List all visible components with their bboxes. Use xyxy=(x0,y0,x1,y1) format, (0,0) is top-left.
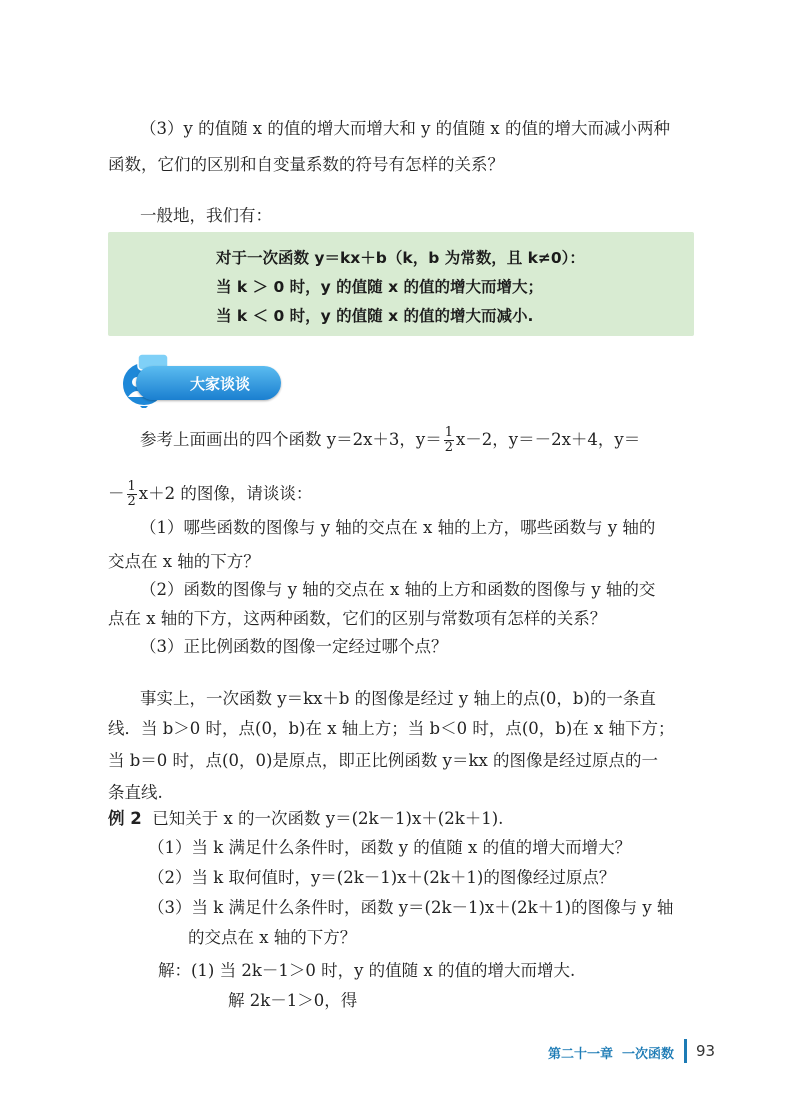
discussion-intro-part-b: x－2，y＝－2x＋4，y＝ xyxy=(455,430,641,449)
fraction-1-numerator: 1 xyxy=(444,425,453,440)
fact-line-3: 当 b＝0 时，点(0，0)是原点，即正比例函数 y＝kx 的图像是经过原点的一 xyxy=(108,751,659,770)
page-number: 93 xyxy=(696,1042,716,1060)
question-3-line-1: （3）y 的值随 x 的值的增大而增大和 y 的值随 x 的值的增大而减小两种 xyxy=(140,119,670,138)
general-intro-text: 一般地，我们有： xyxy=(140,206,272,225)
rule-box xyxy=(108,232,694,336)
discussion-q1-line-2: 交点在 x 轴的下方？ xyxy=(108,552,260,571)
footer-title: 一次函数 xyxy=(622,1047,675,1062)
discussion-intro-part-c: － xyxy=(108,484,125,503)
question-3-line-2: 函数，它们的区别和自变量系数的符号有怎样的关系？ xyxy=(108,155,504,174)
fact-paragraph-cont xyxy=(108,713,675,809)
example-2-label: 例 2 xyxy=(108,809,142,828)
fraction-1-denominator: 2 xyxy=(444,440,453,455)
fact-paragraph xyxy=(140,683,656,715)
question-3-block-cont xyxy=(108,147,504,183)
fact-line-1: 事实上，一次函数 y＝kx＋b 的图像是经过 y 轴上的点(0，b)的一条直 xyxy=(140,689,656,708)
discussion-q2-line-2: 点在 x 轴的下方，这两种函数，它们的区别与常数项有怎样的关系？ xyxy=(108,609,607,628)
fraction-one-half-1 xyxy=(444,426,454,455)
example-2-part-3-line-1: （3）当 k 满足什么条件时，函数 y＝(2k－1)x＋(2k＋1)的图像与 y 轴 xyxy=(148,898,674,917)
example-2-parts xyxy=(148,833,673,923)
discussion-intro xyxy=(140,420,640,460)
discussion-badge-label: 大家谈谈 xyxy=(190,375,251,393)
example-2-part-3-line-2: 的交点在 x 轴的下方？ xyxy=(188,928,357,947)
discussion-intro-line-1 xyxy=(140,420,640,460)
discussion-q1 xyxy=(140,511,655,545)
example-2-stem-text: 已知关于 x 的一次函数 y＝(2k－1)x＋(2k＋1). xyxy=(152,809,504,828)
example-2-solution-cont xyxy=(228,986,357,1016)
discussion-q3 xyxy=(140,630,448,664)
discussion-q2-line-1: （2）函数的图像与 y 轴的交点在 x 轴的上方和函数的图像与 y 轴的交 xyxy=(140,580,656,599)
discussion-q1-line-1: （1）哪些函数的图像与 y 轴的交点在 x 轴的上方，哪些函数与 y 轴的 xyxy=(140,518,656,537)
fraction-2-numerator: 1 xyxy=(127,479,136,494)
fraction-2-denominator: 2 xyxy=(127,494,136,509)
discussion-intro-line-2 xyxy=(108,474,312,514)
question-3-block xyxy=(140,111,670,147)
example-2-stem-line xyxy=(108,804,503,834)
footer-chapter: 第二十一章 xyxy=(548,1047,614,1062)
solution-line-2: 解 2k－1＞0，得 xyxy=(228,991,358,1010)
example-2-part-2: （2）当 k 取何值时，y＝(2k－1)x＋(2k＋1)的图像经过原点？ xyxy=(148,868,616,887)
example-2-part-3-cont xyxy=(188,923,356,953)
example-2-stem xyxy=(108,804,503,834)
discussion-intro-cont xyxy=(108,474,312,514)
fact-line-4: 条直线. xyxy=(108,783,163,802)
general-intro xyxy=(140,198,272,234)
solution-line-1: 解：(1) 当 2k－1＞0 时，y 的值随 x 的值的增大而增大. xyxy=(158,961,576,980)
rule-line-2: 当 k ＞ 0 时，y 的值随 x 的值的增大而增大； xyxy=(216,278,543,296)
rule-line-3: 当 k ＜ 0 时，y 的值随 x 的值的增大而减小. xyxy=(216,307,534,325)
discussion-q3-line: （3）正比例函数的图像一定经过哪个点？ xyxy=(140,637,448,656)
example-2-solution xyxy=(158,956,575,986)
discussion-badge xyxy=(118,352,283,406)
example-2-part-1: （1）当 k 满足什么条件时，函数 y 的值随 x 的值的增大而增大？ xyxy=(148,838,632,857)
discussion-intro-part-a: 参考上面画出的四个函数 y＝2x＋3，y＝ xyxy=(140,430,442,449)
fraction-one-half-2 xyxy=(127,480,137,509)
discussion-intro-part-d: x＋2 的图像，请谈谈： xyxy=(138,484,313,503)
fact-line-2: 线．当 b＞0 时，点(0，b)在 x 轴上方；当 b＜0 时，点(0，b)在 x 轴下方； xyxy=(108,719,675,738)
rule-line-1: 对于一次函数 y＝kx＋b（k，b 为常数，且 k≠0）： xyxy=(216,249,585,267)
footer-divider xyxy=(684,1039,687,1063)
